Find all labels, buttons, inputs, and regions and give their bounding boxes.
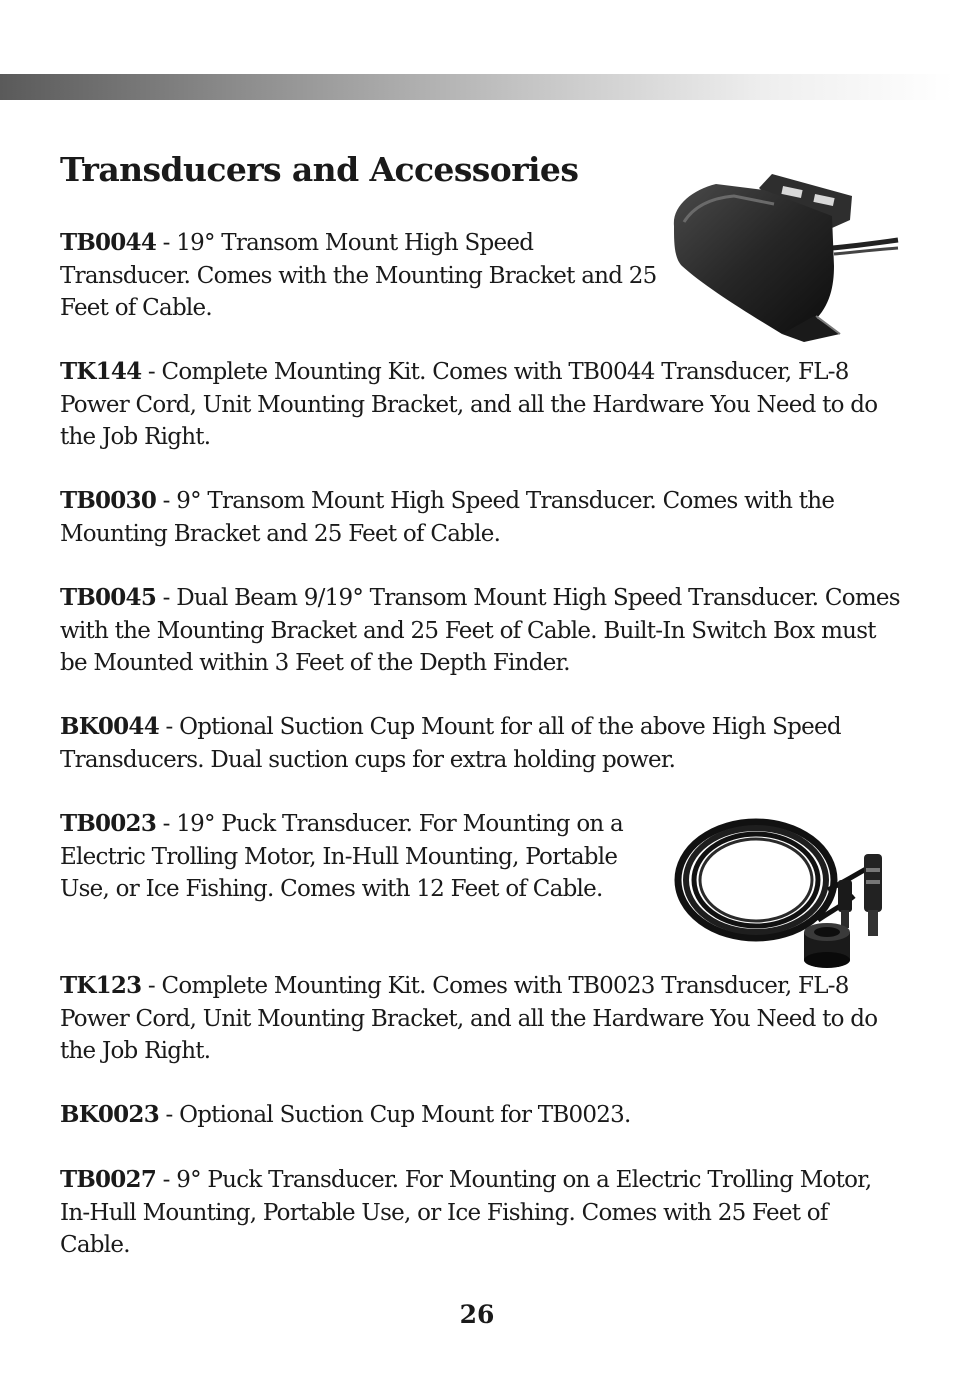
product-code: BK0023	[60, 1101, 159, 1128]
product-entry-tb0023	[60, 808, 660, 906]
product-entry-bk0023	[60, 1099, 900, 1132]
product-entry-bk0044	[60, 711, 900, 776]
product-entry-tb0027	[60, 1164, 900, 1262]
product-description: - Optional Suction Cup Mount for all of the above High Speed Transducers. Dual suction cups for extra holding power.	[60, 714, 841, 773]
product-code: TB0027	[60, 1166, 157, 1193]
page-title: Transducers and Accessories	[60, 150, 579, 189]
product-entry-tb0030	[60, 485, 900, 550]
product-description: - Dual Beam 9/19° Transom Mount High Speed Transducer. Comes with the Mounting Bracket and 25 Feet of Cable. Built-In Switch Box must be Mounted within 3 Feet of the Depth Finder.	[60, 585, 900, 676]
product-description: - Complete Mounting Kit. Comes with TB0023 Transducer, FL-8 Power Cord, Unit Mounting Bracket, and all the Hardware You Need to do the Job Right.	[60, 973, 878, 1064]
product-code: TK123	[60, 972, 142, 999]
product-entry-tk123	[60, 970, 900, 1068]
product-description: - 19° Transom Mount High Speed Transducer. Comes with the Mounting Bracket and 25 Feet of Cable.	[60, 230, 657, 321]
product-entry-tb0044	[60, 227, 660, 325]
product-entry-tb0045	[60, 582, 900, 680]
transom-transducer-photo	[664, 166, 900, 346]
product-description: - 9° Puck Transducer. For Mounting on a Electric Trolling Motor, In-Hull Mounting, Portable Use, or Ice Fishing. Comes with 25 Feet of Cable.	[60, 1167, 872, 1258]
header-gradient-bar	[0, 74, 954, 100]
product-code: TB0023	[60, 810, 157, 837]
puck-transducer-photo	[668, 810, 900, 982]
product-code: TB0045	[60, 584, 157, 611]
product-description: - Complete Mounting Kit. Comes with TB0044 Transducer, FL-8 Power Cord, Unit Mounting Bracket, and all the Hardware You Need to do the Job Right.	[60, 359, 878, 450]
page-number: 26	[459, 1300, 495, 1329]
product-description: - 19° Puck Transducer. For Mounting on a Electric Trolling Motor, In-Hull Mounting, Portable Use, or Ice Fishing. Comes with 12 Feet of Cable.	[60, 811, 624, 902]
product-description: - 9° Transom Mount High Speed Transducer. Comes with the Mounting Bracket and 25 Feet of Cable.	[60, 488, 835, 547]
product-entry-tk144	[60, 356, 900, 454]
product-code: TB0030	[60, 487, 157, 514]
product-code: BK0044	[60, 713, 159, 740]
product-description: - Optional Suction Cup Mount for TB0023.	[158, 1102, 631, 1128]
product-code: TK144	[60, 358, 142, 385]
product-code: TB0044	[60, 229, 157, 256]
